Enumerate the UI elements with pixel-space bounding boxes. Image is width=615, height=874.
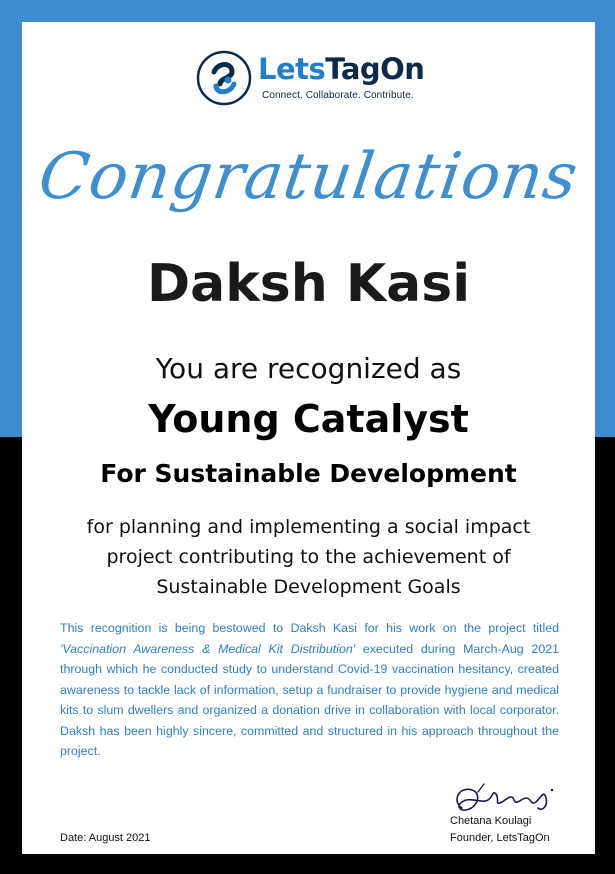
signatory-name: Chetana Koulagi	[450, 815, 532, 827]
recipient-name: Daksh Kasi	[146, 254, 471, 314]
recognized-line: You are recognized as	[155, 352, 462, 385]
recognition-text-end: executed during March-Aug 2021 through which he conducted study to understand Covid-19 vaccination hesitancy, created awareness to tackle lack of information, setup a fundraiser to provide hygiene and medical kits to slum dwellers and organized a donation drive in collaboration with local corporator. Daksh has been highly sincere, committed and structured in his approach throughout the project.	[60, 641, 559, 758]
logo-wordmark-tagon: TagOn	[325, 52, 425, 86]
letstagon-logo-icon	[196, 50, 252, 106]
signature-image	[448, 778, 560, 820]
description-line: for planning and implementing a social impact	[86, 516, 531, 538]
letstagon-logo	[196, 50, 436, 106]
recognition-paragraph	[60, 618, 559, 762]
description-line: Sustainable Development Goals	[156, 576, 461, 598]
description-line: project contributing to the achievement of	[106, 546, 511, 568]
award-subtitle: For Sustainable Development	[100, 459, 517, 488]
congratulations-heading: Congratulations	[34, 140, 583, 214]
award-description	[62, 512, 555, 602]
logo-wordmark-lets: Lets	[258, 52, 326, 86]
certificate-date: Date: August 2021	[60, 832, 151, 844]
award-title: Young Catalyst	[148, 397, 469, 441]
project-title: 'Vaccination Awareness & Medical Kit Distribution'	[60, 641, 356, 656]
signatory-title: Founder, LetsTagOn	[450, 832, 550, 844]
logo-wordmark	[258, 52, 424, 86]
certificate-card	[22, 22, 595, 854]
recognition-text-start: This recognition is being bestowed to Daksh Kasi for his work on the project titled	[60, 621, 559, 635]
logo-tagline: Connect. Collaborate. Contribute.	[262, 90, 414, 101]
